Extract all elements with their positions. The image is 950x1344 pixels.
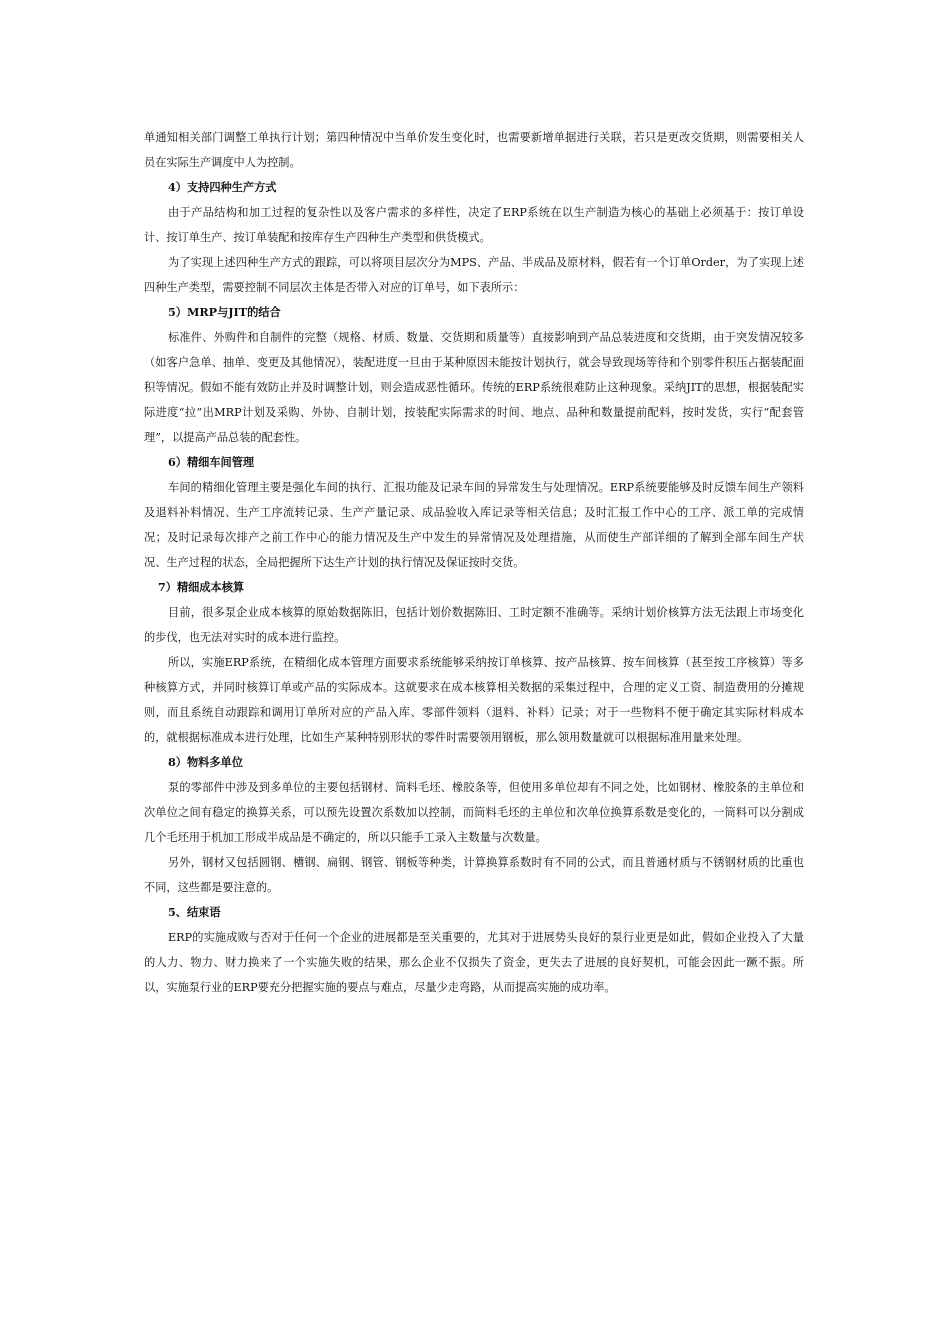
paragraph: 目前，很多泵企业成本核算的原始数据陈旧，包括计划价数据陈旧、工时定额不准确等。采纳计划价核算方法无法跟上市场变化的步伐，也无法对实时的成本进行监控。	[144, 606, 804, 644]
paragraph: ERP的实施成败与否对于任何一个企业的进展都是至关重要的，尤其对于进展势头良好的泵行业更是如此，假如企业投入了大量的人力、物力、财力换来了一个实施失败的结果，那么企业不仅损失了资金，更失去了进展的良好契机，可能会因此一蹶不振。所以，实施泵行业的ERP要充分把握实施的要点与难点，尽量少走弯路，从而提高实施的成功率。	[144, 931, 804, 994]
paragraph: 另外，钢材又包括圆钢、槽钢、扁钢、钢管、钢板等种类，计算换算系数时有不同的公式，而且普通材质与不锈钢材质的比重也不同，这些都是要注意的。	[144, 856, 804, 894]
section-heading-multi-unit: 8）物料多单位	[168, 755, 243, 769]
section-heading-workshop-management: 6）精细车间管理	[168, 455, 255, 469]
paragraph: 标准件、外购件和自制件的完整（规格、材质、数量、交货期和质量等）直接影响到产品总装进度和交货期，由于突发情况较多（如客户急单、抽单、变更及其他情况），装配进度一旦由于某种原因未能按计划执行，就会导致现场等待和个别零件积压占据装配面积等情况。假如不能有效防止并及时调整计划，则会造成恶性循环。传统的ERP系统很难防止这种现象。采纳JIT的思想，根据装配实际进度“拉”出MRP计划及采购、外协、自制计划，按装配实际需求的时间、地点、品种和数量提前配料，按时发货，实行“配套管理”，以提高产品总装的配套性。	[144, 331, 804, 444]
paragraph: 车间的精细化管理主要是强化车间的执行、汇报功能及记录车间的异常发生与处理情况。ERP系统要能够及时反馈车间生产领料及退料补料情况、生产工序流转记录、生产产量记录、成品验收入库记录等相关信息；及时汇报工作中心的工序、派工单的完成情况；及时记录每次排产之前工作中心的能力情况及生产中发生的异常情况及处理措施，从而使生产部详细的了解到全部车间生产状况、生产过程的状态，全局把握所下达生产计划的执行情况及保证按时交货。	[144, 481, 804, 569]
document-page	[144, 125, 804, 1000]
section-heading-four-production-modes: 4）支持四种生产方式	[168, 180, 277, 194]
paragraph: 泵的零部件中涉及到多单位的主要包括钢材、筒料毛坯、橡胶条等，但使用多单位却有不同之处，比如钢材、橡胶条的主单位和次单位之间有稳定的换算关系，可以预先设置次系数加以控制，而筒料毛坯的主单位和次单位换算系数是变化的，一筒料可以分割成几个毛坯用于机加工形成半成品是不确定的，所以只能手工录入主数量与次数量。	[144, 781, 804, 844]
section-heading-cost-accounting: 7）精细成本核算	[158, 580, 245, 594]
paragraph: 所以，实施ERP系统，在精细化成本管理方面要求系统能够采纳按订单核算、按产品核算、按车间核算（甚至按工序核算）等多种核算方式，并同时核算订单或产品的实际成本。这就要求在成本核算相关数据的采集过程中，合理的定义工资、制造费用的分摊规则，而且系统自动跟踪和调用订单所对应的产品入库、零部件领料（退料、补料）记录；对于一些物料不便于确定其实际材料成本的，就根据标准成本进行处理，比如生产某种特别形状的零件时需要领用钢板，那么领用数量就可以根据标准用量来处理。	[144, 656, 804, 744]
section-heading-conclusion: 5、结束语	[168, 905, 221, 919]
paragraph: 为了实现上述四种生产方式的跟踪，可以将项目层次分为MPS、产品、半成品及原材料，假若有一个订单Order，为了实现上述四种生产类型，需要控制不同层次主体是否带入对应的订单号，如下表所示：	[144, 256, 804, 294]
paragraph: 由于产品结构和加工过程的复杂性以及客户需求的多样性，决定了ERP系统在以生产制造为核心的基础上必须基于：按订单设计、按订单生产、按订单装配和按库存生产四种生产类型和供货模式。	[144, 206, 804, 244]
paragraph-continued: 单通知相关部门调整工单执行计划；第四种情况中当单价发生变化时，也需要新增单据进行关联，若只是更改交货期，则需要相关人员在实际生产调度中人为控制。	[144, 131, 804, 169]
section-heading-mrp-jit: 5）MRP与JIT的结合	[168, 305, 281, 319]
